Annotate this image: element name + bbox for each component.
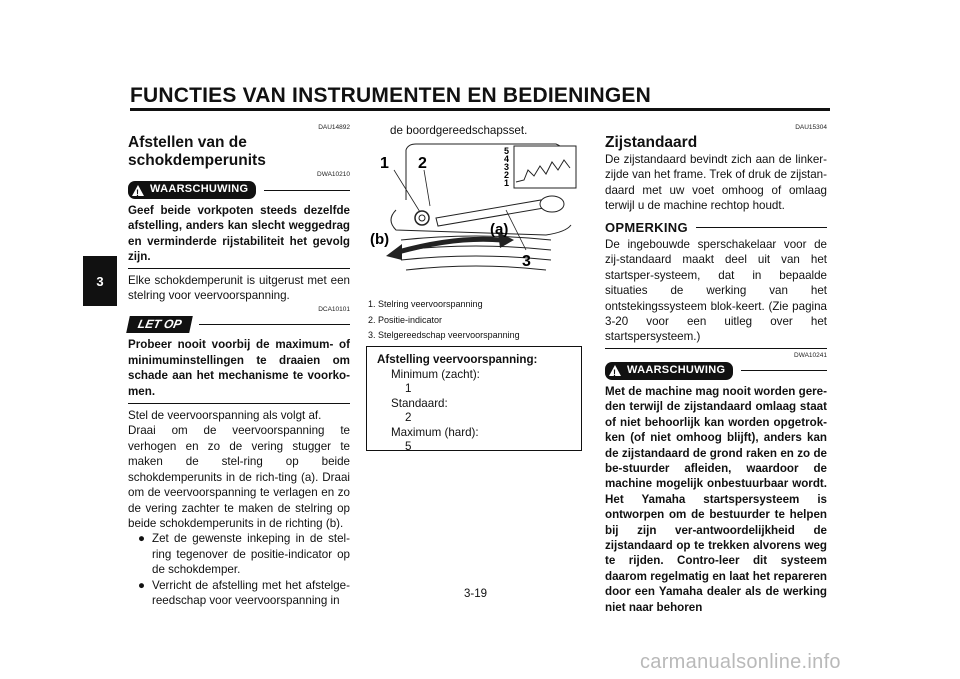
figure-label-a: (a): [490, 221, 509, 238]
spec-max-label: Maximum (hard):: [391, 425, 479, 439]
caution-end-rule: [128, 403, 350, 404]
warning-text: Met de machine mag nooit worden gere-den terwijl de zijstandaard omlaag staat of niet behoorlijk kan worden opgetrok-ken (of niet omhoog blijft), anders kan de zijstandaard de grond raken en zo de be-stuurder afleiden, waardoor de machine mogelijk onbestuurbaar wordt. Het Yamaha startspersysteem is ontworpen om de bestuurder te helpen bij zijn ver-antwoordelijkheid de zijstandaard op te trekken alvorens weg te rijden. Contro-leer dit systeem daarom regelmatig en laat het repareren door een Yamaha dealer als de werking niet naar behoren: [605, 384, 827, 614]
watermark: carmanualsonline.info: [640, 651, 841, 673]
scale-number: 1: [504, 178, 510, 188]
spec-box-title: Afstelling veervoorspanning:: [377, 353, 538, 366]
section-title-line: Afstellen van de: [128, 134, 247, 151]
column-right: [605, 124, 827, 615]
adjusting-tool-end: [540, 196, 564, 212]
figure-legend-item: 2. Positie-indicator: [368, 314, 443, 325]
section-title: [128, 134, 350, 170]
warning-label: WAARSCHUWING: [627, 364, 726, 377]
scale-number: 2: [504, 170, 510, 180]
warning-rule: [741, 370, 827, 371]
doc-code: DCA10101: [318, 306, 350, 314]
paragraph: Stel de veervoorspanning als volgt af.: [128, 409, 322, 423]
warning-text: Geef beide vorkpoten steeds dezelfde afstelling, anders kan slecht weggedrag en verminderde rijstabiliteit het gevolg zijn.: [128, 204, 350, 264]
figure-label-3: 3: [522, 253, 531, 270]
page-number: 3-19: [464, 588, 488, 600]
note-header: [605, 220, 827, 235]
warning-triangle-icon: !: [609, 365, 621, 376]
adjuster-ring: [415, 211, 429, 225]
doc-code: DWA10210: [317, 171, 350, 178]
caution-text: Probeer nooit voorbij de maximum- of minimuminstellingen te draaien om schade aan het mechanisme te voorko-men.: [128, 338, 350, 398]
bullet-dot-icon: ●: [138, 532, 146, 546]
warning-end-rule: [128, 268, 350, 269]
continued-text: de boordgereedschapsset.: [390, 124, 528, 137]
section-title-line: schokdemperunits: [128, 152, 266, 169]
section-title: Zijstandaard: [605, 134, 698, 151]
warning-rule: [264, 190, 350, 191]
warning-label: WAARSCHUWING: [150, 183, 249, 196]
leader-line-3: [506, 210, 526, 250]
spec-min-value: 1: [405, 382, 412, 395]
caution-rule: [199, 324, 350, 325]
warning-badge: [605, 362, 733, 380]
shock-absorber-figure: [366, 140, 584, 290]
scale-number: 4: [504, 154, 510, 164]
warning-header: [605, 362, 827, 380]
figure-legend: [368, 297, 520, 344]
column-left: [128, 124, 350, 608]
figure-label-2: 2: [418, 155, 427, 172]
bullet-text: Verricht de afstelling met het afstelge-reedschap voor veervoorspanning in: [152, 578, 350, 607]
scale-number: 5: [504, 146, 510, 156]
bullet-item: [128, 578, 350, 609]
bullet-item: [128, 531, 350, 577]
spec-std-value: 2: [405, 411, 412, 424]
doc-code: DAU15304: [795, 124, 827, 131]
bullet-dot-icon: ●: [138, 578, 146, 592]
scale-number: 3: [504, 162, 510, 172]
note-end-rule: [605, 348, 827, 349]
spec-max-value: 5: [405, 440, 412, 453]
note-label: OPMERKING: [605, 219, 688, 235]
paragraph: Elke schokdemperunit is uitgerust met een stelring voor veervoorspanning.: [128, 273, 350, 303]
note-text: De ingebouwde sperschakelaar voor de zij-standaard maakt deel uit van het startsper-systeem, dat in bepaalde situaties de werking van het ontstekingssysteem blok-keert. (Zie pagina 3-20 voor een uitleg over het startspersysteem.): [605, 238, 827, 344]
warning-header: [128, 181, 350, 199]
doc-code: DAU14892: [318, 124, 350, 131]
chapter-tab: 3: [83, 256, 117, 306]
figure-legend-item: 1. Stelring veervoorspanning: [368, 299, 483, 309]
caution-badge: LET OP: [126, 316, 193, 333]
header-rule: [130, 108, 830, 111]
figure-legend-item: 3. Stelgereedschap veervoorspanning: [368, 330, 520, 340]
spec-min-label: Minimum (zacht):: [391, 367, 480, 381]
warning-triangle-icon: !: [132, 185, 144, 196]
figure-label-1: 1: [380, 155, 389, 172]
bullet-text: Zet de gewenste inkeping in de stel-ring tegenover de positie-indicator op de schokdemper.: [152, 532, 350, 577]
note-rule: [696, 227, 827, 228]
leader-line-2: [424, 170, 430, 206]
leader-line-1: [394, 170, 420, 212]
scale-plate: [514, 146, 576, 188]
spec-std-label: Standaard:: [391, 396, 448, 410]
warning-badge: [128, 181, 256, 199]
paragraph: De zijstandaard bevindt zich aan de linker-zijde van het frame. Trek of druk de zijstan-daard met uw voet omhoog of omlaag terwijl u de machine rechtop houdt.: [605, 153, 827, 213]
paragraph: Draai om de veervoorspanning te verhogen en zo de vering stugger te maken de stel-ring op beide schokdemperunits in de rich-ting (a). Draai om de veervoorspanning te verlagen en zo de vering zachter te maken de stelring op beide schokdemperunits in de richting (b).: [128, 424, 350, 530]
doc-code: DWA10241: [794, 351, 827, 359]
caution-header: [128, 316, 350, 333]
figure-label-b: (b): [370, 231, 390, 248]
page-header-title: FUNCTIES VAN INSTRUMENTEN EN BEDIENINGEN: [130, 84, 651, 107]
spec-box: [366, 346, 582, 451]
